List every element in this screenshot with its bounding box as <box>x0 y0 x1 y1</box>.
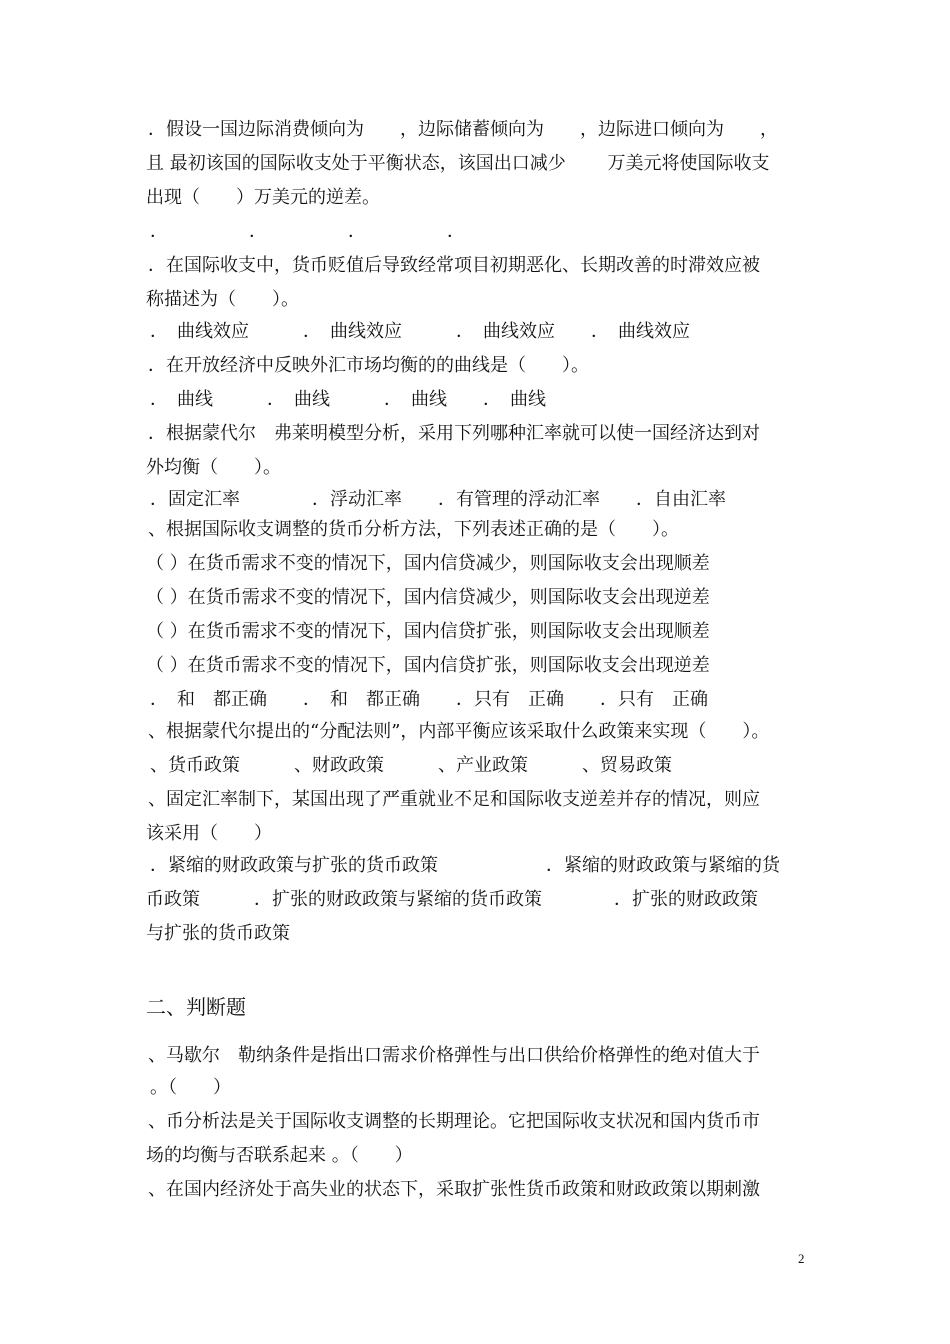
q1-line-1: ．假设一国边际消费倾向为 ，边际储蓄倾向为 ，边际进口倾向为 ， <box>148 119 778 140</box>
j1-line-1: 、马歇尔 勒纳条件是指出口需求价格弹性与出口供给价格弹性的绝对值大于 <box>148 1045 760 1066</box>
q5-item: （ ）在货币需求不变的情况下，国内信贷扩张，则国际收支会出现顺差 <box>146 621 710 642</box>
q4-options: ．固定汇率 ．浮动汇率 ．有管理的浮动汇率 ．自由汇率 <box>150 489 726 510</box>
q4-line-2: 外均衡（ ）。 <box>146 457 281 478</box>
q7-line-2: 该采用（ ） <box>146 823 272 844</box>
q6-line-1: 、根据蒙代尔提出的“分配法则”，内部平衡应该采取什么政策来实现（ ）。 <box>148 721 770 742</box>
q2-options: ． 曲线效应 ． 曲线效应 ． 曲线效应 ． 曲线效应 <box>150 321 690 342</box>
q7-options-line-3: 与扩张的货币政策 <box>146 923 290 944</box>
q5-item: （ ）在货币需求不变的情况下，国内信贷减少，则国际收支会出现顺差 <box>146 553 710 574</box>
q7-line-1: 、固定汇率制下，某国出现了严重就业不足和国际收支逆差并存的情况，则应 <box>148 789 760 810</box>
q1-line-2: 且 最初该国的国际收支处于平衡状态，该国出口减少 万美元将使国际收支 <box>146 153 770 174</box>
q6-options: 、货币政策 、财政政策 、产业政策 、贸易政策 <box>150 755 672 776</box>
section-heading: 二、判断题 <box>146 995 246 1019</box>
q5-item: （ ）在货币需求不变的情况下，国内信贷减少，则国际收支会出现逆差 <box>146 587 710 608</box>
q5-options: ． 和 都正确 ． 和 都正确 ．只有 正确 ．只有 正确 <box>150 689 708 710</box>
page-number: 2 <box>798 1251 805 1266</box>
q1-options: ． ． ． ． <box>150 221 465 242</box>
q4-line-1: ．根据蒙代尔 弗莱明模型分析，采用下列哪种汇率就可以使一国经济达到对 <box>148 423 760 444</box>
q3-line-1: ．在开放经济中反映外汇市场均衡的的曲线是（ ）。 <box>148 355 589 376</box>
q2-line-2: 称描述为（ ）。 <box>146 289 299 310</box>
q3-options: ． 曲线 ． 曲线 ． 曲线 ． 曲线 <box>150 389 546 410</box>
j3-line-1: 、在国内经济处于高失业的状态下，采取扩张性货币政策和财政政策以期刺激 <box>148 1179 760 1200</box>
q5-line-1: 、根据国际收支调整的货币分析方法，下列表述正确的是（ ）。 <box>148 519 679 540</box>
q7-options-line-1: ．紧缩的财政政策与扩张的货币政策 ．紧缩的财政政策与紧缩的货 <box>150 855 780 876</box>
q7-options-line-2: 币政策 ．扩张的财政政策与紧缩的货币政策 ．扩张的财政政策 <box>146 889 758 910</box>
j1-line-2: 。（ ） <box>150 1077 231 1098</box>
q1-line-3: 出现（ ）万美元的逆差。 <box>146 187 380 208</box>
j2-line-2: 场的均衡与否联系起来 。（ ） <box>146 1145 413 1166</box>
q2-line-1: ．在国际收支中，货币贬值后导致经常项目初期恶化、长期改善的时滞效应被 <box>148 255 760 276</box>
j2-line-1: 、币分析法是关于国际收支调整的长期理论。它把国际收支状况和国内货币市 <box>148 1111 760 1132</box>
q5-item: （ ）在货币需求不变的情况下，国内信贷扩张，则国际收支会出现逆差 <box>146 655 710 676</box>
